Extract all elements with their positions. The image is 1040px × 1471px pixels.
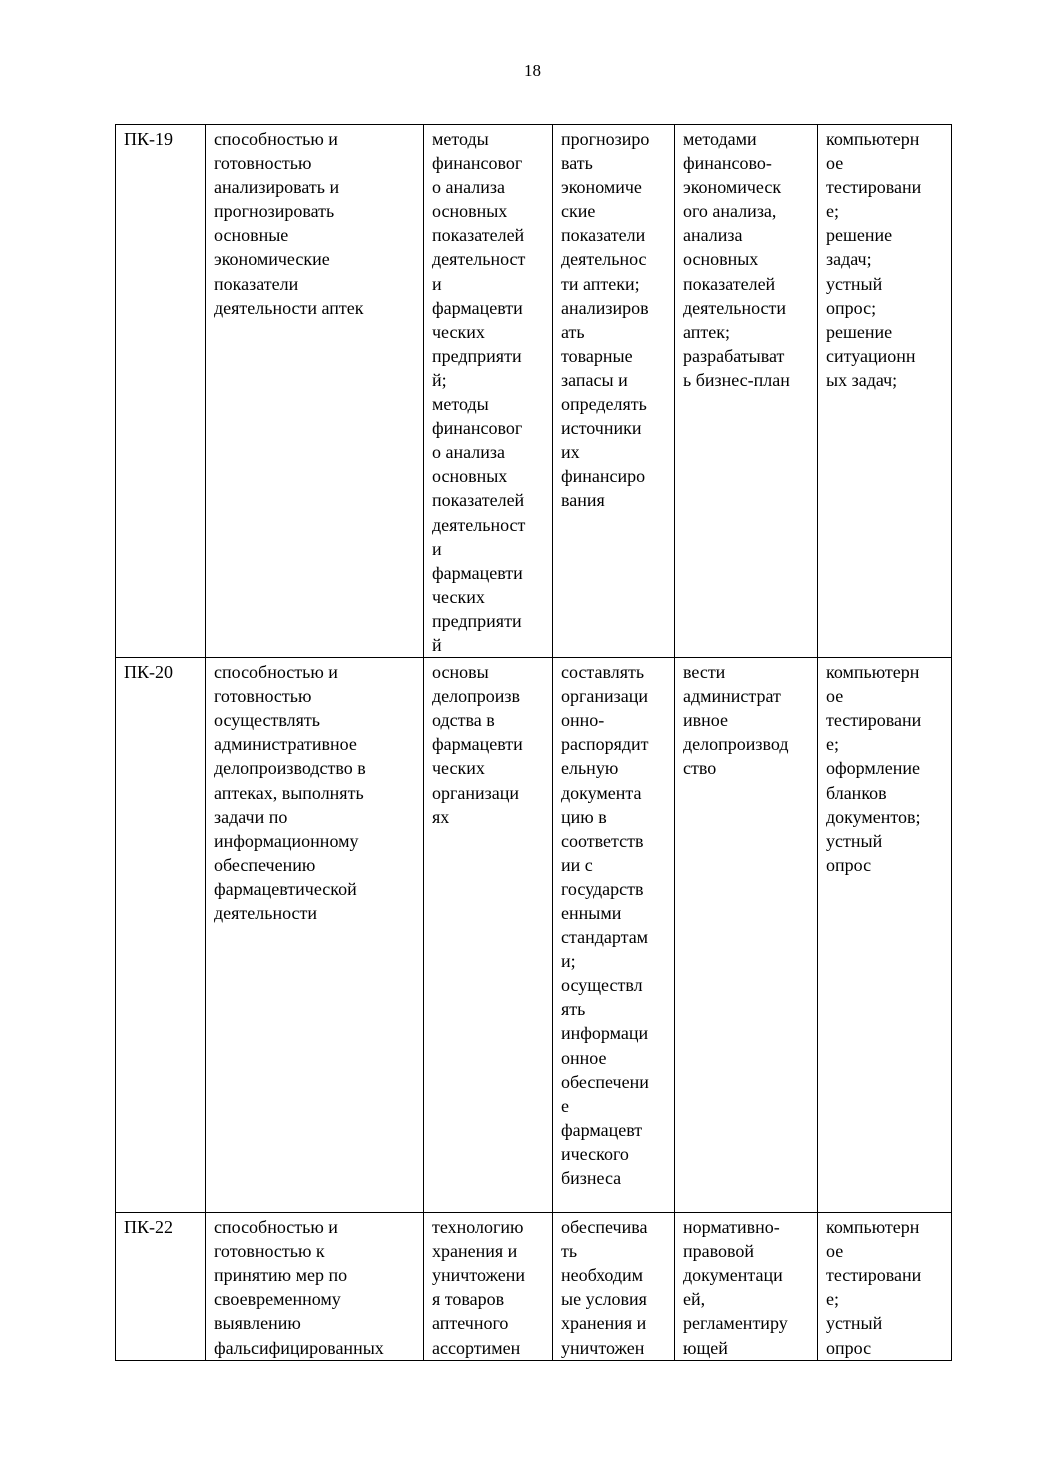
know-text: основы делопроизв одства в фармацевти ческих организаци ях (432, 662, 523, 827)
assessment-cell (818, 658, 952, 1213)
assessment-text: компьютерн ое тестировани е; устный опрос (826, 1217, 922, 1358)
competence-description: способностью и готовностью к принятию мер по своевременному выявлению фальсифицированных (214, 1217, 384, 1358)
master-cell (675, 125, 818, 658)
table-row (116, 1213, 952, 1361)
competence-code-cell (116, 1213, 206, 1361)
master-cell (675, 658, 818, 1213)
know-text: методы финансовог о анализа основных показателей деятельност и фармацевти ческих предприяти й; методы финансовог о анализа основных показателей деятельност и фармацевти ческих предприяти й (432, 129, 526, 655)
assessment-text: компьютерн ое тестировани е; оформление бланков документов; устный опрос (826, 662, 922, 875)
able-text: составлять организаци онно- распорядит ельную документа цию в соответств ии с государств енными стандартам и; осуществл ять информаци онное обеспечени е фармацевт ического бизнеса (561, 662, 649, 1189)
competence-code: ПК-22 (124, 1217, 173, 1238)
competence-description: способностью и готовностью осуществлять административное делопроизводство в аптеках, выполнять задачи по информационному обеспечению фармацевтической деятельности (214, 662, 366, 923)
competence-code: ПК-19 (124, 129, 173, 149)
know-cell (424, 658, 553, 1213)
competence-code-cell (116, 658, 206, 1213)
master-cell (675, 1213, 818, 1361)
competence-code: ПК-20 (124, 662, 173, 683)
know-cell (424, 125, 553, 658)
master-text: вести администрат ивное делопроизвод ство (683, 662, 789, 779)
able-cell (553, 125, 675, 658)
able-cell (553, 1213, 675, 1361)
master-text: методами финансово- экономическ ого анализа, анализа основных показателей деятельности аптек; разрабатыват ь бизнес-план (683, 129, 790, 390)
competence-description: способностью и готовностью анализировать и прогнозировать основные экономические показатели деятельности аптек (214, 129, 364, 318)
able-text: прогнозиро вать экономиче ские показатели деятельнос ти аптеки; анализиров ать товарные запасы и определять источники их финансиро вания (561, 129, 650, 511)
competence-description-cell (206, 1213, 424, 1361)
know-cell (424, 1213, 553, 1361)
table-row (116, 658, 952, 1213)
able-text: обеспечива ть необходим ые условия хранения и уничтожен (561, 1217, 648, 1358)
assessment-text: компьютерн ое тестировани е; решение задач; устный опрос; решение ситуационн ых задач; (826, 129, 922, 390)
know-text: технологию хранения и уничтожени я товаров аптечного ассортимен (432, 1217, 525, 1358)
table-row (116, 125, 952, 658)
page-number: 18 (524, 61, 541, 80)
competence-table (115, 124, 952, 1361)
assessment-cell (818, 1213, 952, 1361)
assessment-cell (818, 125, 952, 658)
able-cell (553, 658, 675, 1213)
master-text: нормативно- правовой документаци ей, регламентиру ющей (683, 1217, 788, 1358)
competence-description-cell (206, 125, 424, 658)
competence-description-cell (206, 658, 424, 1213)
competence-code-cell (116, 125, 206, 658)
